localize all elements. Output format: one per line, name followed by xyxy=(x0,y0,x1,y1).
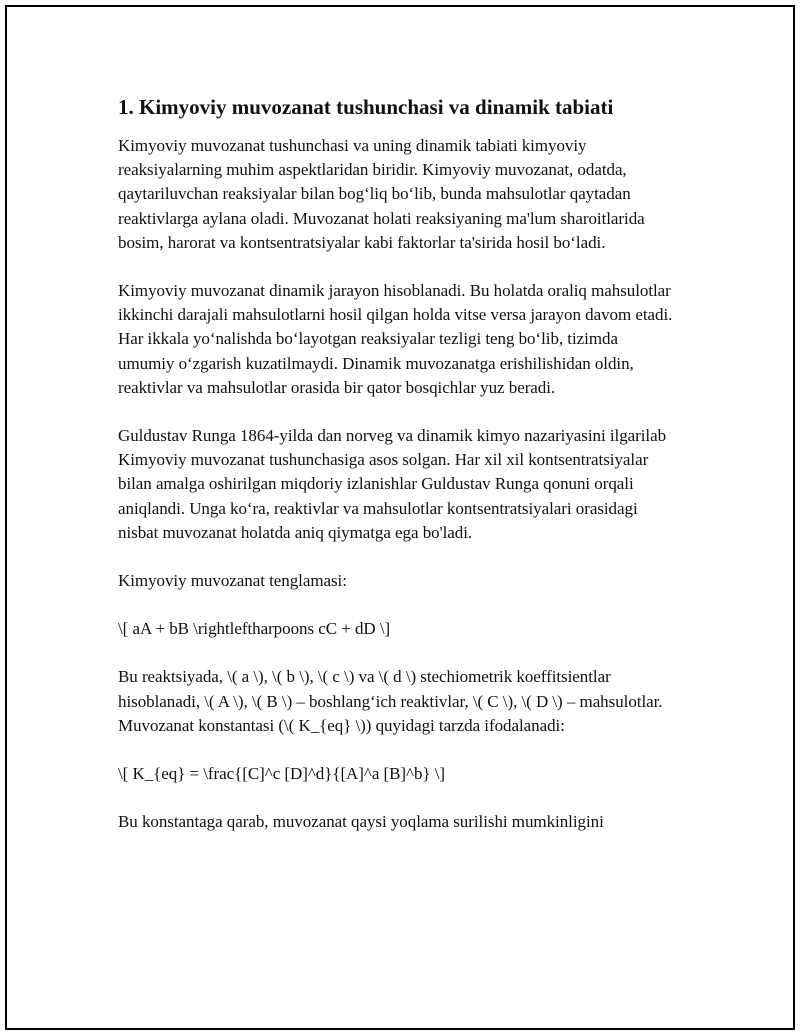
paragraph-equation-label: Kimyoviy muvozanat tenglamasi: xyxy=(118,571,347,591)
paragraph-history: Guldustav Runga 1864-yilda dan norveg va dinamik kimyo nazariyasini ilgarilab Kimyoviy muvozanat tushunchasiga asos solgan. Har xil xil kontsentratsiyalar bilan amalga oshirilgan miqdoriy izlanishlar Guldustav Runga qonuni orqali aniqlandi. Unga ko‘ra, reaktivlar va mahsulotlar kontsentratsiyalari orasidagi nisbat muvozanat holatda aniq qiymatga ega bo'ladi. xyxy=(118,426,667,542)
equation-reaction: \[ aA + bB \rightleftharpoons cC + dD \] xyxy=(118,619,391,639)
document-body xyxy=(118,94,678,858)
paragraph-conclusion: Bu konstantaga qarab, muvozanat qaysi yoqlama surilishi mumkinligini xyxy=(118,812,604,832)
section-heading: 1. Kimyoviy muvozanat tushunchasi va dinamik tabiati xyxy=(118,95,614,119)
paragraph-intro: Kimyoviy muvozanat tushunchasi va uning dinamik tabiati kimyoviy reaksiyalarning muhim aspektlaridan biridir. Kimyoviy muvozanat, odatda, qaytariluvchan reaksiyalar bilan bog‘liq bo‘lib, bunda mahsulotlar qaytadan reaktivlarga aylana oladi. Muvozanat holati reaksiyaning ma'lum sharoitlarida bosim, harorat va kontsentratsiyalar kabi faktorlar ta'sirida hosil bo‘ladi. xyxy=(118,136,645,252)
paragraph-coefficients: Bu reaktsiyada, \( a \), \( b \), \( c \) va \( d \) stechiometrik koeffitsientlar hisoblanadi, \( A \), \( B \) – boshlang‘ich reaktivlar, \( C \), \( D \) – mahsulotlar. Muvozanat konstantasi (\( K_{eq} \)) quyidagi tarzda ifodalanadi: xyxy=(118,667,663,735)
equation-equilibrium-constant: \[ K_{eq} = \frac{[C]^c [D]^d}{[A]^a [B]^b} \] xyxy=(118,764,445,784)
paragraph-dynamic-process: Kimyoviy muvozanat dinamik jarayon hisoblanadi. Bu holatda oraliq mahsulotlar ikkinchi darajali mahsulotlarni hosil qilgan holda vitse versa jarayon davom etadi. Har ikkala yo‘nalishda bo‘layotgan reaksiyalar tezligi teng bo‘lib, tizimda umumiy o‘zgarish kuzatilmaydi. Dinamik muvozanatga erishilishidan oldin, reaktivlar va mahsulotlar orasida bir qator bosqichlar yuz beradi. xyxy=(118,281,673,397)
